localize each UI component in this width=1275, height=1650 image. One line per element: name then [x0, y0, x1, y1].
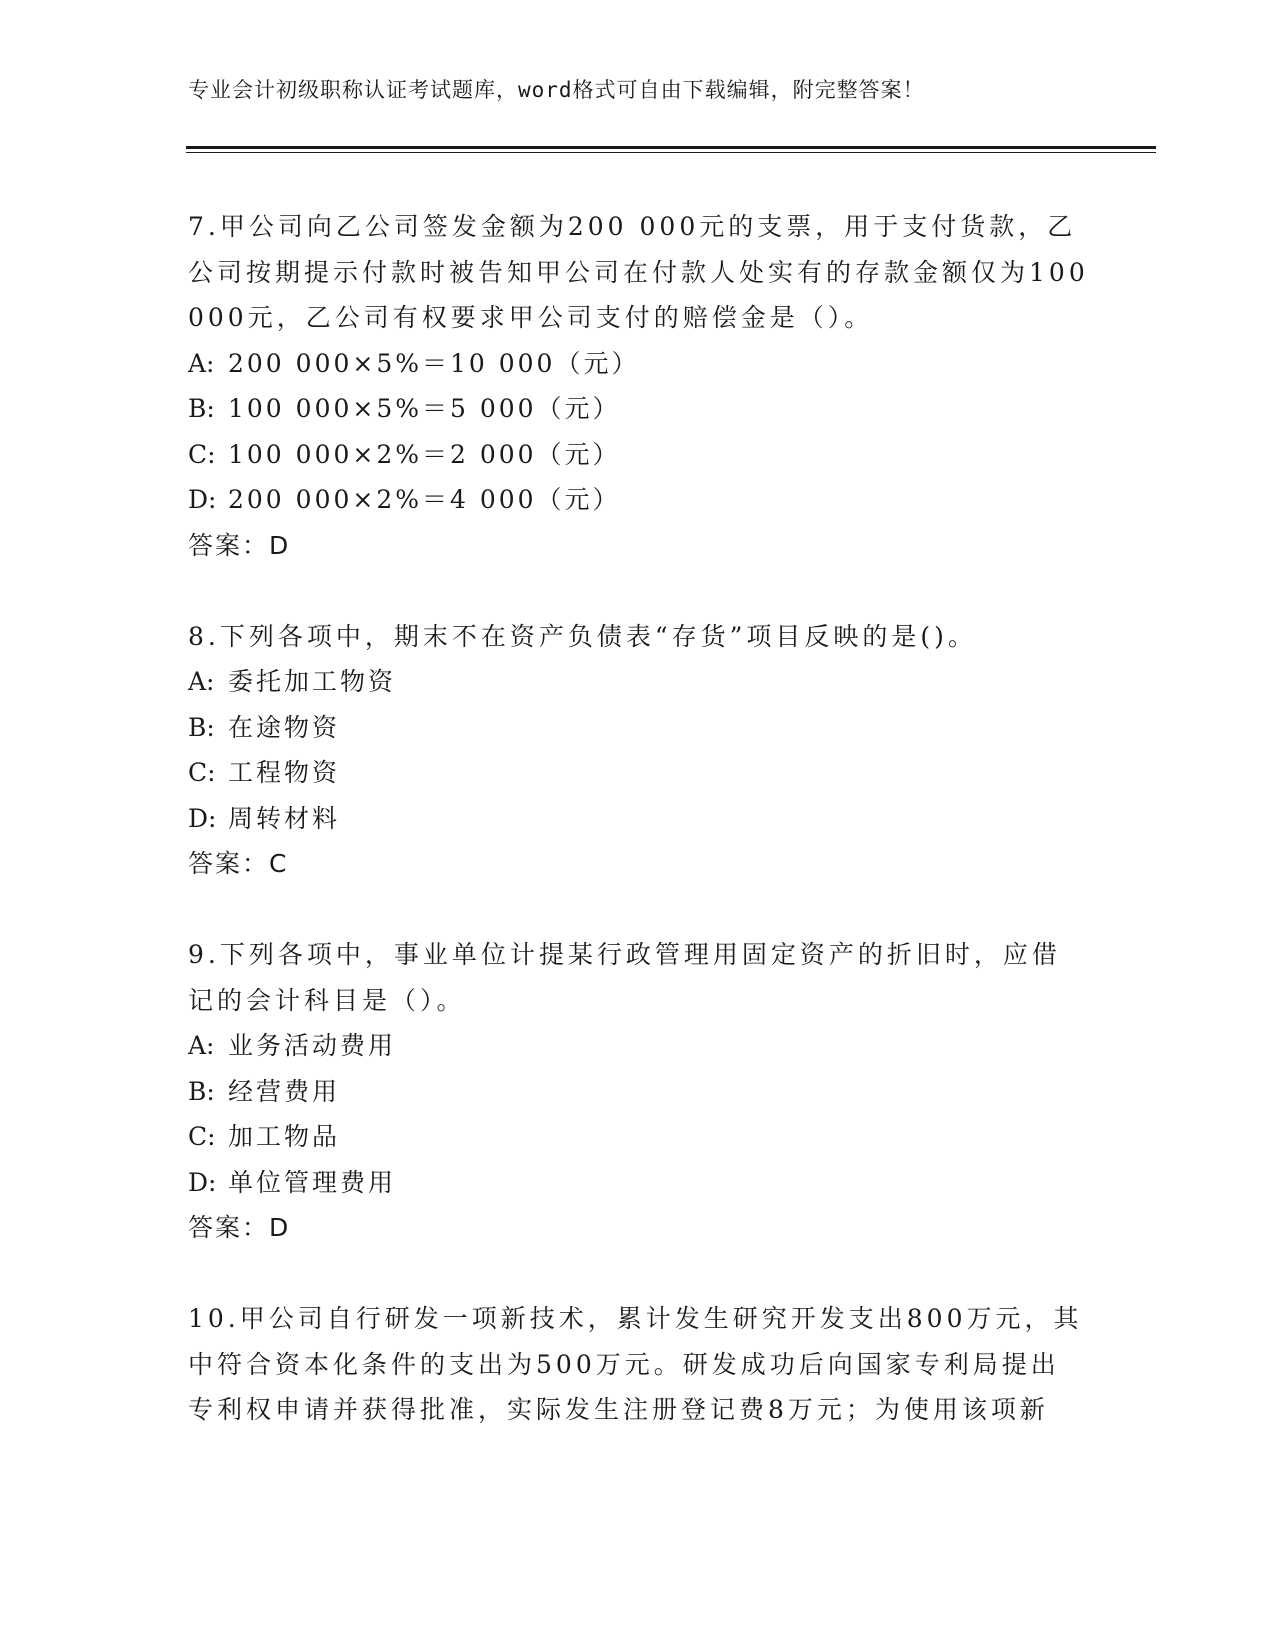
option-a	[188, 341, 1088, 387]
option-a	[188, 1023, 1088, 1069]
question-9	[188, 932, 1088, 1251]
option-text: 周转材料	[228, 803, 341, 833]
option-d	[188, 796, 1088, 842]
option-c	[188, 432, 1088, 478]
question-text-line: 记的会计科目是（）。	[188, 985, 466, 1015]
answer-label: 答案：D	[188, 530, 291, 560]
option-key: A:	[188, 667, 215, 696]
question-text-line: 7.甲公司向乙公司签发金额为200 000元的支票，用于支付货款，乙	[188, 212, 1077, 241]
option-text: 100 000×2%＝2 000（元）	[228, 439, 621, 469]
spacer	[188, 1251, 1088, 1297]
question-text-line: 000元，乙公司有权要求甲公司支付的赔偿金是（）。	[188, 303, 874, 332]
option-key: B:	[188, 394, 215, 423]
spacer	[188, 568, 1088, 614]
option-key: D:	[188, 803, 217, 833]
question-text-line: 专利权申请并获得批准，实际发生注册登记费8万元；为使用该项新	[188, 1395, 1049, 1424]
option-d	[188, 1160, 1088, 1206]
option-key: B:	[188, 712, 215, 742]
option-text: 工程物资	[228, 758, 341, 787]
option-b	[188, 705, 1088, 751]
option-text: 200 000×2%＝4 000（元）	[228, 485, 621, 514]
question-10	[188, 1296, 1088, 1433]
option-d	[188, 477, 1088, 523]
option-text: 业务活动费用	[228, 1031, 397, 1060]
option-text: 经营费用	[228, 1076, 341, 1106]
option-b	[188, 386, 1088, 432]
option-key: B:	[188, 1076, 215, 1106]
option-b	[188, 1069, 1088, 1115]
option-key: D:	[188, 485, 217, 514]
option-key: C:	[188, 1122, 216, 1151]
option-text: 委托加工物资	[228, 667, 397, 696]
option-text: 200 000×5%＝10 000（元）	[228, 348, 640, 378]
header-divider-thin	[186, 152, 1156, 153]
option-key: C:	[188, 758, 216, 787]
option-text: 单位管理费用	[228, 1167, 397, 1197]
page-header: 专业会计初级职称认证考试题库，word格式可自由下载编辑，附完整答案！	[188, 78, 925, 102]
option-key: A:	[188, 348, 215, 378]
option-text: 100 000×5%＝5 000（元）	[228, 394, 621, 423]
answer-label: 答案：D	[188, 1213, 291, 1242]
option-key: D:	[188, 1167, 217, 1197]
option-c	[188, 750, 1088, 796]
option-text: 加工物品	[228, 1122, 341, 1151]
option-c	[188, 1114, 1088, 1160]
question-list	[188, 204, 1088, 1433]
option-key: A:	[188, 1031, 215, 1060]
header-divider	[186, 146, 1156, 149]
question-text-line: 9.下列各项中，事业单位计提某行政管理用固定资产的折旧时，应借	[188, 940, 1061, 969]
question-8	[188, 614, 1088, 887]
question-text-line: 10.甲公司自行研发一项新技术，累计发生研究开发支出800万元，其	[188, 1304, 1083, 1333]
question-text-line: 8.下列各项中，期末不在资产负债表“存货”项目反映的是()。	[188, 621, 977, 651]
spacer	[188, 887, 1088, 933]
answer-label: 答案：C	[188, 849, 289, 878]
question-7	[188, 204, 1088, 568]
option-text: 在途物资	[228, 712, 341, 742]
option-key: C:	[188, 439, 216, 469]
question-text-line: 公司按期提示付款时被告知甲公司在付款人处实有的存款金额仅为100	[188, 257, 1089, 287]
question-text-line: 中符合资本化条件的支出为500万元。研发成功后向国家专利局提出	[188, 1349, 1060, 1379]
option-a	[188, 659, 1088, 705]
